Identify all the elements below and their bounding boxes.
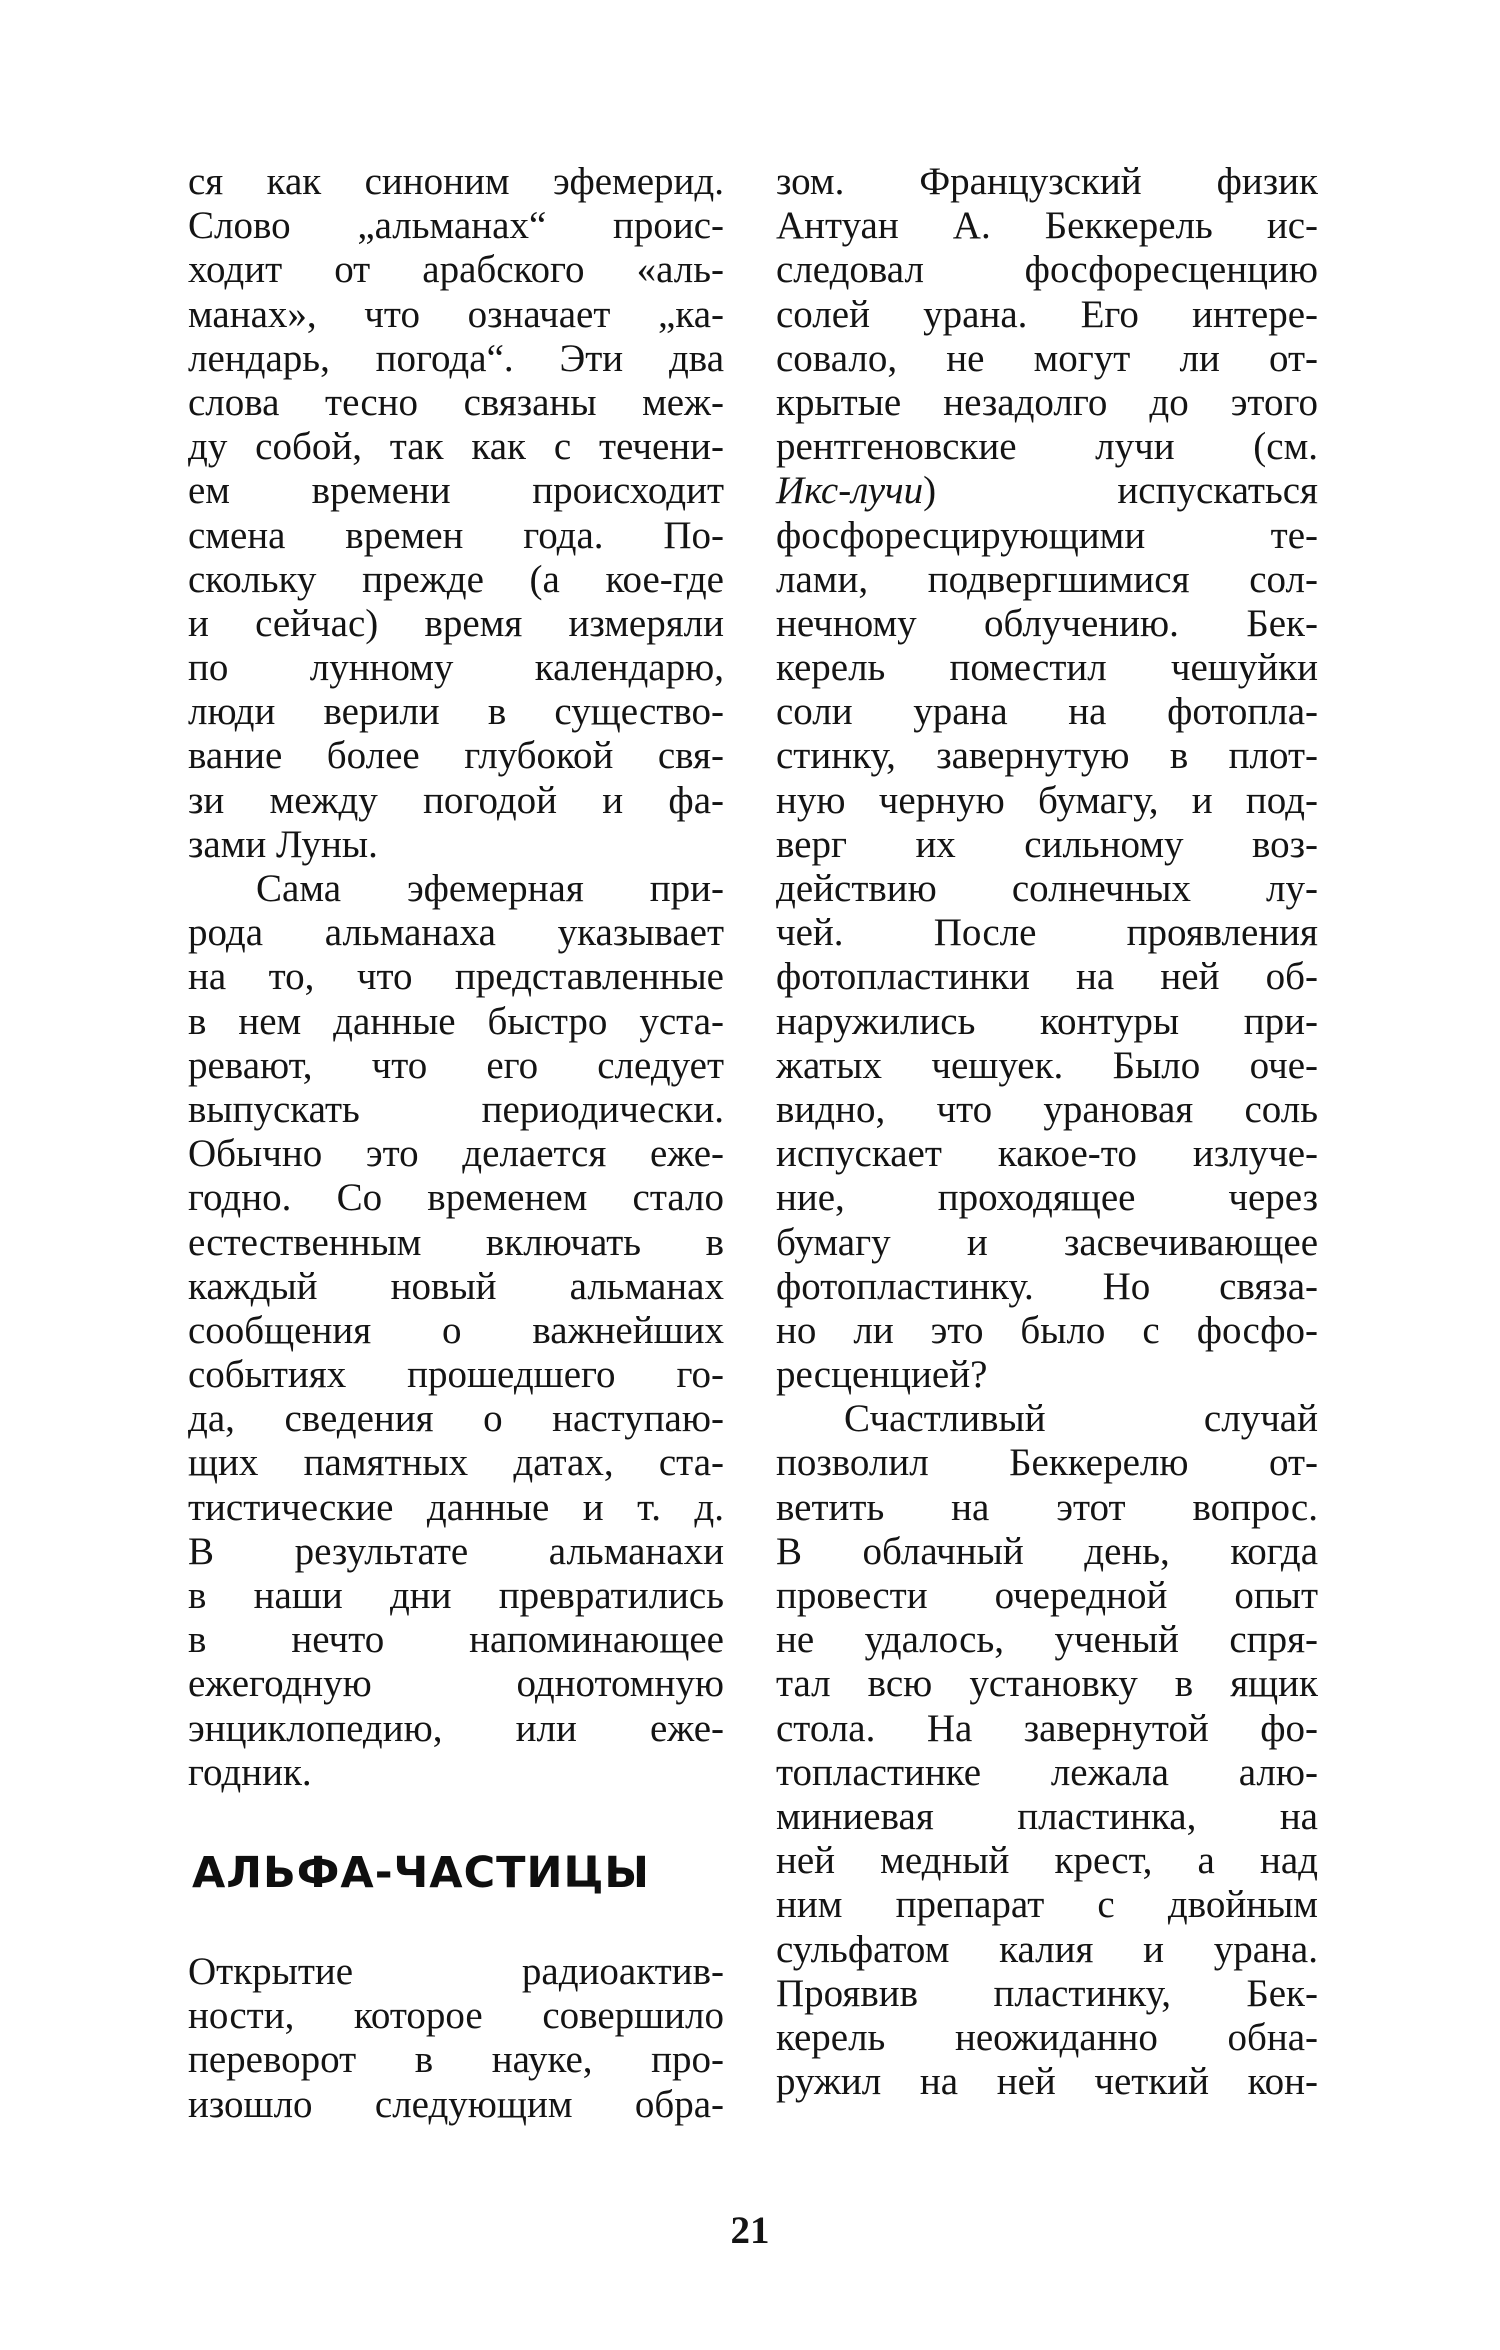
- text-line: рода альманаха указывает: [188, 911, 724, 955]
- text-line: ходит от арабского «аль-: [188, 248, 724, 292]
- text-line: миниевая пластинка, на: [776, 1794, 1318, 1838]
- text-line: слова тесно связаны меж-: [188, 380, 724, 424]
- text-line-with-term: [776, 469, 1318, 513]
- text-line: лендарь, погода“. Эти два: [188, 336, 724, 380]
- text-line: сульфатом калия и урана.: [776, 1927, 1318, 1971]
- text-line: годно. Со временем стало: [188, 1176, 724, 1220]
- text-fragment: ) испускаться: [923, 469, 1318, 513]
- text-line: ветить на этот вопрос.: [776, 1485, 1318, 1529]
- text-line: Сама эфемерная при-: [256, 867, 724, 910]
- text-line: на то, что представленные: [188, 955, 724, 999]
- text-line: тистические данные и т. д.: [188, 1485, 724, 1529]
- text-line: ную черную бумагу, и под-: [776, 778, 1318, 822]
- text-line: Обычно это делается еже-: [188, 1132, 724, 1176]
- text-line: изошло следующим обра-: [188, 2082, 724, 2126]
- text-line: вание более глубокой свя-: [188, 734, 724, 778]
- text-line: В результате альманахи: [188, 1529, 724, 1573]
- text-line: энциклопедию, или еже-: [188, 1706, 724, 1750]
- section-heading: АЛЬФА-ЧАСТИЦЫ: [192, 1848, 650, 1898]
- left-column: [188, 160, 724, 1795]
- text-line: испускает какое-то излуче-: [776, 1132, 1318, 1176]
- text-line: люди верили в существо-: [188, 690, 724, 734]
- text-line: солей урана. Его интере-: [776, 292, 1318, 336]
- text-line: керель неожиданно обна-: [776, 2015, 1318, 2059]
- text-line: в наши дни превратились: [188, 1574, 724, 1617]
- text-line: следовал фосфоресценцию: [776, 248, 1318, 292]
- text-line: В облачный день, когда: [776, 1529, 1318, 1573]
- text-line: зом. Французский физик: [776, 160, 1318, 203]
- text-line: наружились контуры при-: [776, 999, 1318, 1043]
- text-line: манах», что означает „ка-: [188, 292, 724, 336]
- text-line: сообщения о важнейших: [188, 1308, 724, 1352]
- text-line: верг их сильному воз-: [776, 822, 1318, 866]
- text-line: в нем данные быстро уста-: [188, 999, 724, 1043]
- text-line: чей. После проявления: [776, 911, 1318, 955]
- text-line: ревают, что его следует: [188, 1043, 724, 1087]
- text-line: ружил на ней четкий кон-: [776, 2060, 1318, 2104]
- text-line: зи между погодой и фа-: [188, 778, 724, 822]
- text-line: бумагу и засвечивающее: [776, 1220, 1318, 1264]
- text-line: стола. На завернутой фо-: [776, 1706, 1318, 1750]
- text-line: событиях прошедшего го-: [188, 1353, 724, 1397]
- section-paragraph: [188, 1950, 724, 2127]
- text-line: фосфоресцирующими те-: [776, 513, 1318, 557]
- text-line: ду собой, так как с течени-: [188, 425, 724, 469]
- text-line: но ли это было с фосфо-: [776, 1308, 1318, 1352]
- text-line: стинку, завернутую в плот-: [776, 734, 1318, 778]
- text-line: ние, проходящее через: [776, 1176, 1318, 1220]
- text-line: жатых чешуек. Было оче-: [776, 1043, 1318, 1087]
- text-line: лами, подвергшимися сол-: [776, 557, 1318, 601]
- text-line: керель поместил чешуйки: [776, 646, 1318, 690]
- text-line: провести очередной опыт: [776, 1574, 1318, 1617]
- paragraph: [776, 1397, 1318, 2104]
- text-line: соли урана на фотопла-: [776, 690, 1318, 734]
- text-line: ней медный крест, а над: [776, 1839, 1318, 1883]
- text-line: топластинке лежала алю-: [776, 1750, 1318, 1794]
- text-line: позволил Беккерелю от-: [776, 1441, 1318, 1485]
- text-line: Открытие радиоактив-: [188, 1950, 724, 1993]
- text-line: Проявив пластинку, Бек-: [776, 1971, 1318, 2015]
- text-line: ся как синоним эфемерид.: [188, 160, 724, 203]
- page-number: 21: [730, 2209, 770, 2252]
- text-line: фотопластинки на ней об-: [776, 955, 1318, 999]
- text-line: действию солнечных лу-: [776, 867, 1318, 910]
- text-line: естественным включать в: [188, 1220, 724, 1264]
- text-line: ности, которое совершило: [188, 1994, 724, 2038]
- text-line: Антуан А. Беккерель ис-: [776, 204, 1318, 248]
- text-line: совало, не могут ли от-: [776, 336, 1318, 380]
- text-line: Слово „альманах“ проис-: [188, 204, 724, 248]
- text-line: крытые незадолго до этого: [776, 380, 1318, 424]
- text-line: скольку прежде (а кое-где: [188, 557, 724, 601]
- text-line: по лунному календарю,: [188, 646, 724, 690]
- text-line: рентгеновские лучи (см.: [776, 425, 1318, 469]
- text-line: Счастливый случай: [844, 1397, 1318, 1441]
- text-line: переворот в науке, про-: [188, 2038, 724, 2082]
- xray-term: Икс-лучи: [776, 469, 924, 513]
- text-line: ежегодную однотомную: [188, 1662, 724, 1706]
- text-line: тал всю установку в ящик: [776, 1662, 1318, 1706]
- text-line: видно, что урановая соль: [776, 1087, 1318, 1131]
- paragraph: [776, 160, 1318, 1397]
- text-line: да, сведения о наступаю-: [188, 1397, 724, 1441]
- right-column: [776, 160, 1318, 2104]
- text-line: ем времени происходит: [188, 469, 724, 513]
- text-line: зами Луны.: [188, 822, 378, 866]
- text-line: ресценцией?: [776, 1353, 988, 1397]
- text-line: не удалось, ученый спря-: [776, 1618, 1318, 1662]
- text-line: и сейчас) время измеряли: [188, 601, 724, 645]
- text-line: ним препарат с двойным: [776, 1883, 1318, 1927]
- text-line: фотопластинку. Но связа-: [776, 1264, 1318, 1308]
- text-line: выпускать периодически.: [188, 1087, 724, 1131]
- text-line: годник.: [188, 1750, 312, 1794]
- paragraph: [188, 160, 724, 867]
- text-line: каждый новый альманах: [188, 1264, 724, 1308]
- text-line: щих памятных датах, ста-: [188, 1441, 724, 1485]
- text-line: смена времен года. По-: [188, 513, 724, 557]
- paragraph: [188, 867, 724, 1795]
- text-line: в нечто напоминающее: [188, 1618, 724, 1662]
- text-line: нечному облучению. Бек-: [776, 601, 1318, 645]
